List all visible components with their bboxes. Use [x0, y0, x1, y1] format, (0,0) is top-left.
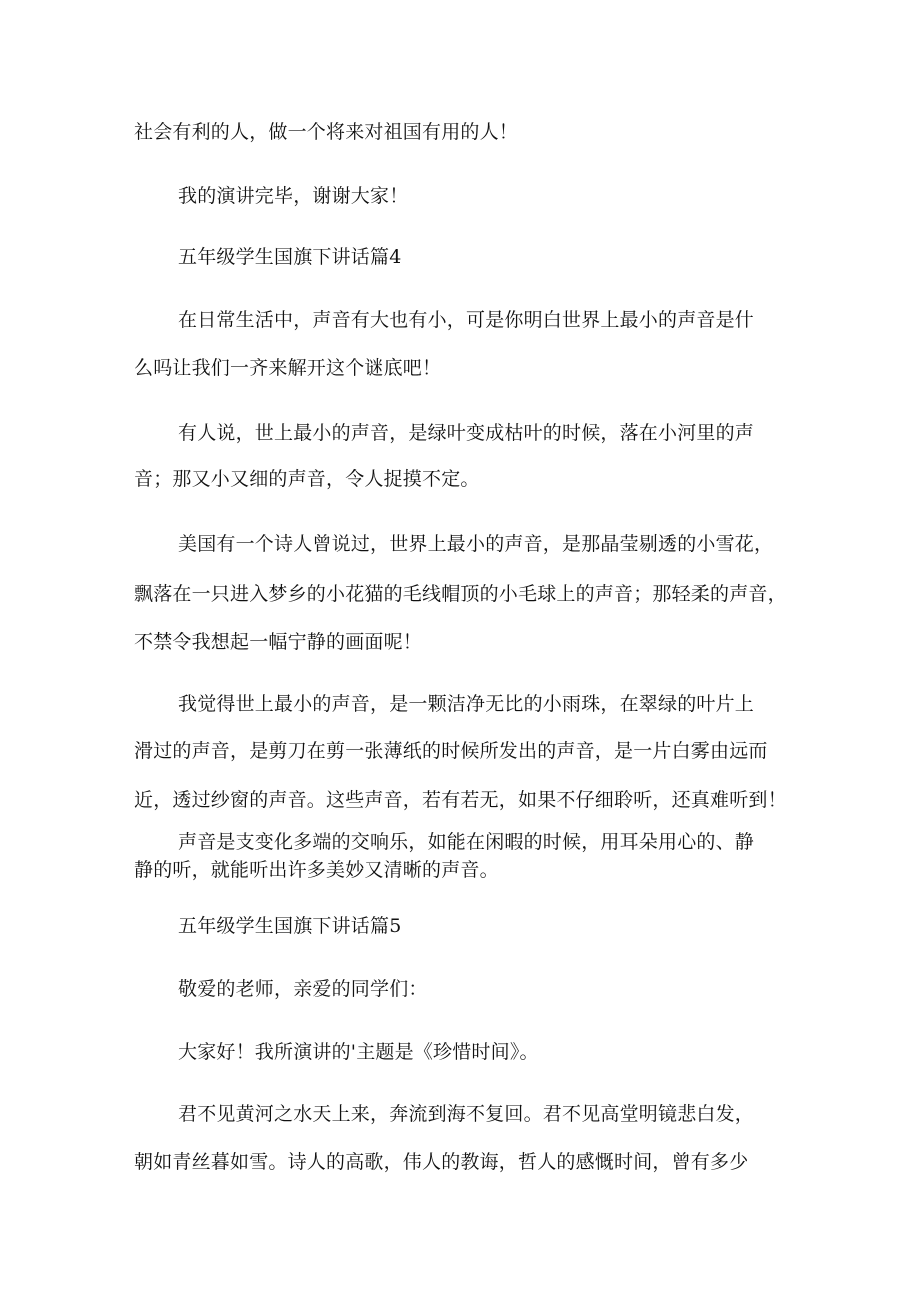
text-line: 君不见黄河之水天上来，奔流到海不复回。君不见高堂明镜悲白发， — [178, 1103, 755, 1125]
text-line: 社会有利的人，做一个将来对祖国有用的人！ — [134, 121, 519, 143]
text-line: 声音是支变化多端的交响乐，如能在闲暇的时候，用耳朵用心的、静 — [178, 831, 755, 853]
text-line: 朝如青丝暮如雪。诗人的高歌，伟人的教诲，哲人的感慨时间，曾有多少 — [134, 1151, 749, 1173]
text-line: 么吗让我们一齐来解开这个谜底吧！ — [134, 357, 442, 379]
section-heading: 五年级学生国旗下讲话篇5 — [178, 915, 402, 937]
text-line: 在日常生活中，声音有大也有小，可是你明白世界上最小的声音是什 — [178, 309, 755, 331]
text-line: 静的听，就能听出许多美妙又清晰的声音。 — [134, 859, 499, 881]
text-line: 不禁令我想起一幅宁静的画面呢！ — [134, 631, 423, 653]
text-line: 飘落在一只进入梦乡的小花猫的毛线帽顶的小毛球上的声音；那轻柔的声音， — [134, 583, 787, 605]
text-line: 音；那又小又细的声音，令人捉摸不定。 — [134, 468, 480, 490]
text-line: 美国有一个诗人曾说过，世界上最小的声音，是那晶莹剔透的小雪花， — [178, 533, 774, 555]
text-line: 我觉得世上最小的声音，是一颗洁净无比的小雨珠，在翠绿的叶片上 — [178, 693, 755, 715]
text-line: 我的演讲完毕，谢谢大家！ — [178, 185, 409, 207]
section-heading: 五年级学生国旗下讲话篇4 — [178, 246, 402, 268]
text-line: 大家好！我所演讲的'主题是《珍惜时间》。 — [178, 1041, 539, 1063]
text-line: 有人说，世上最小的声音，是绿叶变成枯叶的时候，落在小河里的声 — [178, 422, 755, 444]
text-line: 滑过的声音，是剪刀在剪一张薄纸的时候所发出的声音，是一片白雾由远而 — [134, 740, 768, 762]
text-line: 敬爱的老师，亲爱的同学们： — [178, 978, 428, 1000]
text-line: 近，透过纱窗的声音。这些声音，若有若无，如果不仔细聆听，还真难听到！ — [134, 789, 787, 811]
